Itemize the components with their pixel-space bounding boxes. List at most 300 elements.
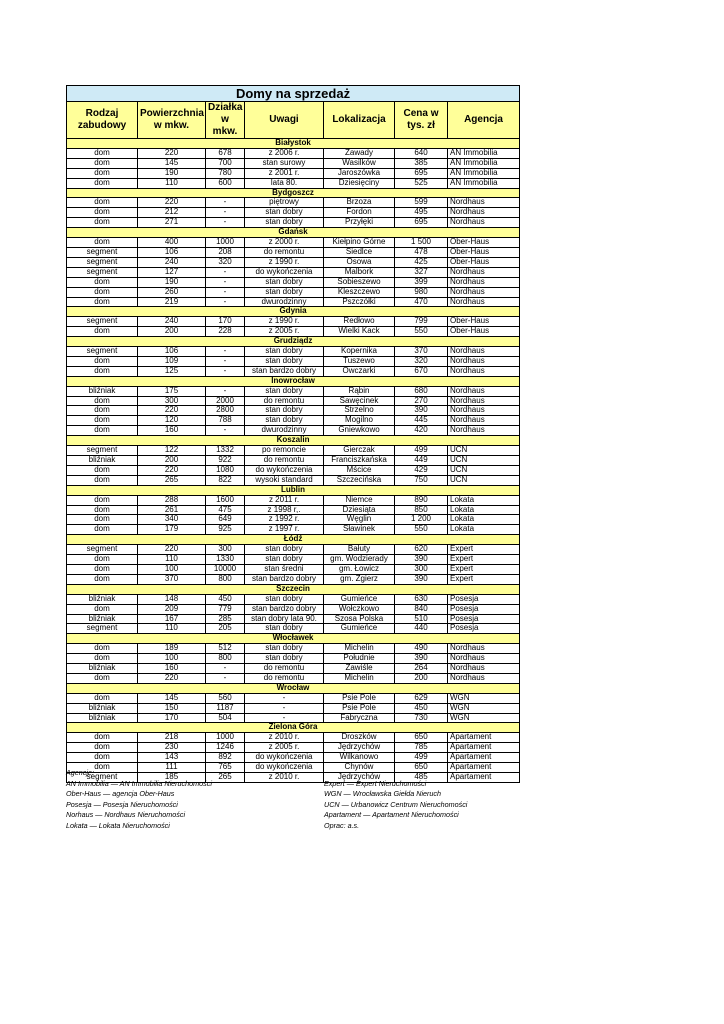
table-row	[67, 198, 520, 208]
cell-plot: 788	[206, 416, 245, 426]
cell-agency: Expert	[448, 564, 520, 574]
table-row	[67, 208, 520, 218]
cell-agency: AN Immobilia	[448, 158, 520, 168]
cell-plot: 265	[206, 773, 245, 783]
cell-agency: Expert	[448, 574, 520, 584]
note-left: AN Immobilia — AN Immobilia Nieruchomości	[66, 778, 212, 788]
table-row	[67, 693, 520, 703]
cell-price: 264	[395, 664, 448, 674]
table-row	[67, 168, 520, 178]
table-row	[67, 238, 520, 248]
cell-price: 980	[395, 287, 448, 297]
cell-area: 219	[138, 297, 206, 307]
cell-area: 148	[138, 594, 206, 604]
cell-location: Sawęcinek	[324, 396, 395, 406]
cell-type: dom	[67, 644, 138, 654]
city-name: Gdańsk	[67, 228, 520, 238]
cell-notes: do wykończenia	[245, 465, 324, 475]
table-row	[67, 148, 520, 158]
cell-price: 640	[395, 148, 448, 158]
cell-location: Niemce	[324, 495, 395, 505]
cell-plot: -	[206, 664, 245, 674]
cell-price: 695	[395, 168, 448, 178]
cell-type: segment	[67, 317, 138, 327]
cell-area: 265	[138, 475, 206, 485]
table-row	[67, 297, 520, 307]
cell-type: dom	[67, 327, 138, 337]
cell-area: 111	[138, 763, 206, 773]
city-header-row	[67, 228, 520, 238]
cell-price: 200	[395, 673, 448, 683]
cell-type: segment	[67, 773, 138, 783]
cell-price: 599	[395, 198, 448, 208]
cell-agency: Ober-Haus	[448, 327, 520, 337]
cell-price: 485	[395, 773, 448, 783]
city-header-row	[67, 188, 520, 198]
cell-location: Owczarki	[324, 366, 395, 376]
cell-location: Dziesięciny	[324, 178, 395, 188]
cell-location: Michelin	[324, 673, 395, 683]
cell-type: segment	[67, 624, 138, 634]
cell-agency: Expert	[448, 555, 520, 565]
cell-notes: stan dobry lata 90.	[245, 614, 324, 624]
cell-plot: -	[206, 347, 245, 357]
cell-location: Sławinek	[324, 525, 395, 535]
cell-plot: 600	[206, 178, 245, 188]
cell-price: 390	[395, 555, 448, 565]
city-name: Łódź	[67, 535, 520, 545]
city-name: Grudziądz	[67, 337, 520, 347]
cell-type: bliźniak	[67, 703, 138, 713]
cell-price: 450	[395, 703, 448, 713]
cell-type: dom	[67, 604, 138, 614]
cell-location: Wilkanowo	[324, 753, 395, 763]
cell-location: Strzelno	[324, 406, 395, 416]
cell-agency: Posesja	[448, 614, 520, 624]
cell-area: 230	[138, 743, 206, 753]
cell-area: 145	[138, 693, 206, 703]
cell-price: 840	[395, 604, 448, 614]
cell-agency: Lokata	[448, 515, 520, 525]
cell-area: 122	[138, 446, 206, 456]
cell-plot: 765	[206, 763, 245, 773]
cell-type: dom	[67, 178, 138, 188]
cell-plot: 1330	[206, 555, 245, 565]
table-row	[67, 327, 520, 337]
cell-area: 110	[138, 178, 206, 188]
cell-agency: Nordhaus	[448, 366, 520, 376]
cell-plot: -	[206, 218, 245, 228]
cell-price: 499	[395, 446, 448, 456]
cell-location: Kleszczewo	[324, 287, 395, 297]
cell-price: 320	[395, 356, 448, 366]
cell-type: dom	[67, 743, 138, 753]
cell-agency: Nordhaus	[448, 426, 520, 436]
cell-agency: Nordhaus	[448, 406, 520, 416]
cell-plot: -	[206, 198, 245, 208]
cell-notes: stan dobry	[245, 624, 324, 634]
cell-plot: 1246	[206, 743, 245, 753]
table-row	[67, 733, 520, 743]
cell-location: Szczecińska	[324, 475, 395, 485]
cell-type: dom	[67, 465, 138, 475]
cell-location: Mogilno	[324, 416, 395, 426]
note-left: Ober-Haus — agencja Ober-Haus	[66, 789, 175, 799]
cell-area: 143	[138, 753, 206, 763]
cell-area: 400	[138, 238, 206, 248]
cell-location: Szosa Polska	[324, 614, 395, 624]
cell-area: 271	[138, 218, 206, 228]
cell-type: segment	[67, 247, 138, 257]
cell-type: bliźniak	[67, 713, 138, 723]
cell-type: dom	[67, 287, 138, 297]
cell-type: dom	[67, 356, 138, 366]
cell-plot: -	[206, 267, 245, 277]
cell-notes: z 2011 r.	[245, 495, 324, 505]
cell-notes: stan dobry	[245, 356, 324, 366]
cell-area: 190	[138, 168, 206, 178]
table-row	[67, 416, 520, 426]
cell-agency: Lokata	[448, 525, 520, 535]
cell-notes: stan dobry	[245, 406, 324, 416]
table-row	[67, 545, 520, 555]
cell-location: Droszków	[324, 733, 395, 743]
table-row	[67, 743, 520, 753]
cell-notes: stan bardzo dobry	[245, 366, 324, 376]
note-right: Expert — Expert Nieruchomości	[324, 778, 427, 788]
title-row	[67, 86, 520, 102]
cell-agency: Ober-Haus	[448, 317, 520, 327]
city-name: Zielona Góra	[67, 723, 520, 733]
cell-location: Przyłęki	[324, 218, 395, 228]
table-row	[67, 456, 520, 466]
table-row	[67, 673, 520, 683]
cell-type: dom	[67, 366, 138, 376]
cell-plot: 170	[206, 317, 245, 327]
cell-plot: 779	[206, 604, 245, 614]
cell-type: bliźniak	[67, 386, 138, 396]
table-row	[67, 644, 520, 654]
cell-area: 100	[138, 654, 206, 664]
cell-agency: Apartament	[448, 773, 520, 783]
cell-type: dom	[67, 763, 138, 773]
table-row	[67, 763, 520, 773]
cell-price: 510	[395, 614, 448, 624]
cell-area: 120	[138, 416, 206, 426]
cell-plot: 300	[206, 545, 245, 555]
cell-price: 327	[395, 267, 448, 277]
table-row	[67, 475, 520, 485]
cell-notes: z 1997 r.	[245, 525, 324, 535]
cell-agency: Ober-Haus	[448, 257, 520, 267]
cell-location: Gierczak	[324, 446, 395, 456]
cell-notes: z 2010 r.	[245, 773, 324, 783]
table-row	[67, 564, 520, 574]
cell-agency: Nordhaus	[448, 386, 520, 396]
cell-price: 495	[395, 208, 448, 218]
cell-type: dom	[67, 158, 138, 168]
cell-plot: 450	[206, 594, 245, 604]
cell-area: 220	[138, 198, 206, 208]
cell-plot: 10000	[206, 564, 245, 574]
cell-plot: 1000	[206, 238, 245, 248]
cell-area: 200	[138, 327, 206, 337]
cell-type: bliźniak	[67, 614, 138, 624]
cell-location: Dziesiąta	[324, 505, 395, 515]
cell-notes: do remontu	[245, 456, 324, 466]
cell-price: 670	[395, 366, 448, 376]
cell-price: 1 500	[395, 238, 448, 248]
cell-price: 620	[395, 545, 448, 555]
cell-price: 429	[395, 465, 448, 475]
table-row	[67, 664, 520, 674]
table-row	[67, 178, 520, 188]
cell-price: 399	[395, 277, 448, 287]
cell-agency: AN Immobilia	[448, 148, 520, 158]
table-row	[67, 396, 520, 406]
city-header-row	[67, 683, 520, 693]
cell-type: dom	[67, 168, 138, 178]
cell-price: 850	[395, 505, 448, 515]
cell-price: 730	[395, 713, 448, 723]
cell-location: Siedlce	[324, 247, 395, 257]
cell-price: 390	[395, 406, 448, 416]
cell-type: dom	[67, 495, 138, 505]
city-header-row	[67, 436, 520, 446]
city-header-row	[67, 337, 520, 347]
city-header-row	[67, 535, 520, 545]
cell-price: 650	[395, 733, 448, 743]
cell-area: 110	[138, 555, 206, 565]
cell-price: 370	[395, 347, 448, 357]
cell-agency: AN Immobilia	[448, 178, 520, 188]
cell-type: dom	[67, 297, 138, 307]
cell-type: dom	[67, 555, 138, 565]
cell-price: 499	[395, 753, 448, 763]
cell-location: Psie Pole	[324, 693, 395, 703]
cell-agency: Nordhaus	[448, 356, 520, 366]
cell-agency: Apartament	[448, 753, 520, 763]
cell-plot: 678	[206, 148, 245, 158]
cell-location: Sobieszewo	[324, 277, 395, 287]
cell-plot: 800	[206, 654, 245, 664]
city-header-row	[67, 584, 520, 594]
cell-agency: AN Immobilia	[448, 168, 520, 178]
cell-agency: UCN	[448, 465, 520, 475]
cell-plot: -	[206, 208, 245, 218]
table-row	[67, 347, 520, 357]
cell-location: Bałuty	[324, 545, 395, 555]
cell-notes: stan średni	[245, 564, 324, 574]
cell-notes: stan bardzo dobry	[245, 574, 324, 584]
cell-plot: 700	[206, 158, 245, 168]
cell-area: 167	[138, 614, 206, 624]
cell-agency: Nordhaus	[448, 416, 520, 426]
cell-area: 110	[138, 624, 206, 634]
cell-price: 750	[395, 475, 448, 485]
cell-price: 478	[395, 247, 448, 257]
table-row	[67, 703, 520, 713]
table-row	[67, 495, 520, 505]
cell-notes: dwurodzinny	[245, 297, 324, 307]
city-header-row	[67, 376, 520, 386]
cell-plot: 925	[206, 525, 245, 535]
cell-price: 525	[395, 178, 448, 188]
cell-plot: 560	[206, 693, 245, 703]
cell-plot: 649	[206, 515, 245, 525]
header-notes: Uwagi	[245, 102, 324, 139]
cell-price: 799	[395, 317, 448, 327]
cell-type: dom	[67, 218, 138, 228]
cell-agency: Expert	[448, 545, 520, 555]
cell-area: 261	[138, 505, 206, 515]
cell-agency: Posesja	[448, 624, 520, 634]
cell-type: dom	[67, 198, 138, 208]
cell-plot: -	[206, 426, 245, 436]
cell-agency: Nordhaus	[448, 267, 520, 277]
cell-notes: wysoki standard	[245, 475, 324, 485]
cell-price: 420	[395, 426, 448, 436]
cell-price: 440	[395, 624, 448, 634]
table-row	[67, 555, 520, 565]
cell-area: 127	[138, 267, 206, 277]
city-name: Inowrocław	[67, 376, 520, 386]
cell-agency: Lokata	[448, 495, 520, 505]
cell-notes: stan dobry	[245, 555, 324, 565]
cell-price: 550	[395, 327, 448, 337]
cell-area: 220	[138, 465, 206, 475]
cell-area: 200	[138, 456, 206, 466]
cell-plot: 228	[206, 327, 245, 337]
cell-price: 680	[395, 386, 448, 396]
cell-notes: stan dobry	[245, 654, 324, 664]
header-agency: Agencja	[448, 102, 520, 139]
cell-area: 160	[138, 426, 206, 436]
cell-notes: z 2000 r.	[245, 238, 324, 248]
cell-location: gm. Zgierz	[324, 574, 395, 584]
cell-price: 695	[395, 218, 448, 228]
cell-type: segment	[67, 446, 138, 456]
cell-type: segment	[67, 267, 138, 277]
cell-agency: Posesja	[448, 594, 520, 604]
cell-plot: -	[206, 277, 245, 287]
cell-type: dom	[67, 525, 138, 535]
cell-price: 385	[395, 158, 448, 168]
cell-price: 270	[395, 396, 448, 406]
cell-notes: do remontu	[245, 396, 324, 406]
cell-notes: stan dobry	[245, 208, 324, 218]
cell-area: 220	[138, 148, 206, 158]
cell-notes: z 1992 r.	[245, 515, 324, 525]
cell-plot: 1600	[206, 495, 245, 505]
city-header-row	[67, 307, 520, 317]
cell-plot: 1187	[206, 703, 245, 713]
cell-price: 390	[395, 574, 448, 584]
cell-price: 300	[395, 564, 448, 574]
note-right: UCN — Urbanowicz Centrum Nieruchomości	[324, 799, 468, 809]
cell-plot: 892	[206, 753, 245, 763]
cell-area: 185	[138, 773, 206, 783]
house-listing-table	[66, 85, 520, 783]
city-header-row	[67, 485, 520, 495]
cell-notes: lata 80.	[245, 178, 324, 188]
cell-area: 179	[138, 525, 206, 535]
cell-agency: Nordhaus	[448, 673, 520, 683]
cell-price: 890	[395, 495, 448, 505]
cell-type: dom	[67, 673, 138, 683]
table-row	[67, 406, 520, 416]
cell-area: 288	[138, 495, 206, 505]
cell-agency: Apartament	[448, 763, 520, 773]
cell-agency: Nordhaus	[448, 297, 520, 307]
cell-type: dom	[67, 574, 138, 584]
cell-notes: do remontu	[245, 673, 324, 683]
table-row	[67, 446, 520, 456]
cell-plot: -	[206, 386, 245, 396]
cell-agency: Nordhaus	[448, 208, 520, 218]
cell-plot: 922	[206, 456, 245, 466]
cell-type: segment	[67, 545, 138, 555]
cell-type: dom	[67, 208, 138, 218]
cell-notes: z 1990 r.	[245, 317, 324, 327]
cell-area: 190	[138, 277, 206, 287]
cell-location: Pszczółki	[324, 297, 395, 307]
cell-area: 145	[138, 158, 206, 168]
cell-plot: 1332	[206, 446, 245, 456]
cell-location: Malbork	[324, 267, 395, 277]
cell-area: 100	[138, 564, 206, 574]
cell-area: 170	[138, 713, 206, 723]
cell-notes: z 2006 r.	[245, 148, 324, 158]
cell-notes: stan dobry	[245, 416, 324, 426]
cell-location: Węglin	[324, 515, 395, 525]
cell-plot: 822	[206, 475, 245, 485]
cell-plot: -	[206, 366, 245, 376]
table-row	[67, 158, 520, 168]
cell-area: 150	[138, 703, 206, 713]
cell-price: 445	[395, 416, 448, 426]
table-row	[67, 356, 520, 366]
header-location: Lokalizacja	[324, 102, 395, 139]
cell-agency: Nordhaus	[448, 347, 520, 357]
cell-type: dom	[67, 416, 138, 426]
cell-type: dom	[67, 693, 138, 703]
cell-notes: -	[245, 713, 324, 723]
table-row	[67, 386, 520, 396]
table-row	[67, 614, 520, 624]
table-row	[67, 594, 520, 604]
cell-price: 629	[395, 693, 448, 703]
cell-type: dom	[67, 733, 138, 743]
note-left: Lokata — Lokata Nieruchomości	[66, 821, 170, 830]
cell-type: dom	[67, 148, 138, 158]
cell-area: 109	[138, 356, 206, 366]
cell-location: gm. Wodzierady	[324, 555, 395, 565]
table-row	[67, 515, 520, 525]
cell-area: 106	[138, 347, 206, 357]
table-row	[67, 257, 520, 267]
city-header-row	[67, 139, 520, 149]
cell-area: 212	[138, 208, 206, 218]
cell-type: dom	[67, 396, 138, 406]
cell-area: 220	[138, 406, 206, 416]
table-row	[67, 624, 520, 634]
cell-agency: Nordhaus	[448, 396, 520, 406]
cell-location: Zawiśle	[324, 664, 395, 674]
cell-location: Jaroszówka	[324, 168, 395, 178]
table-row	[67, 267, 520, 277]
cell-location: Fordon	[324, 208, 395, 218]
